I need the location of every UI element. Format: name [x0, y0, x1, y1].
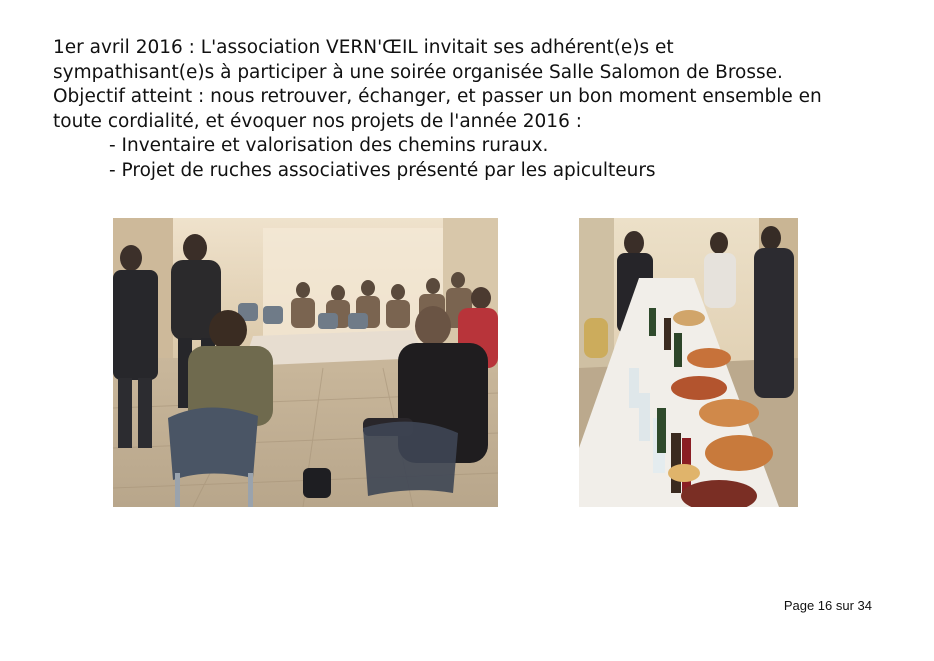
page-number: Page 16 sur 34 [783, 598, 872, 613]
intro-line-3: Objectif atteint : nous retrouver, échanger, et passer un bon moment ensemble en [53, 86, 822, 107]
buffet-photo [579, 218, 798, 507]
meeting-photo [113, 218, 498, 507]
intro-line-4: toute cordialité, et évoquer nos projets de l'année 2016 : [53, 110, 582, 132]
bullet-item: - Projet de ruches associatives présenté par les apiculteurs [109, 159, 656, 181]
document-body [53, 36, 913, 183]
intro-line-2: sympathisant(e)s à participer à une soirée organisée Salle Salomon de Brosse. [53, 61, 783, 83]
intro-line-1: 1er avril 2016 : L'association VERN'ŒIL invitait ses adhérent(e)s et [53, 37, 674, 58]
bullet-item: - Inventaire et valorisation des chemins ruraux. [109, 135, 549, 156]
